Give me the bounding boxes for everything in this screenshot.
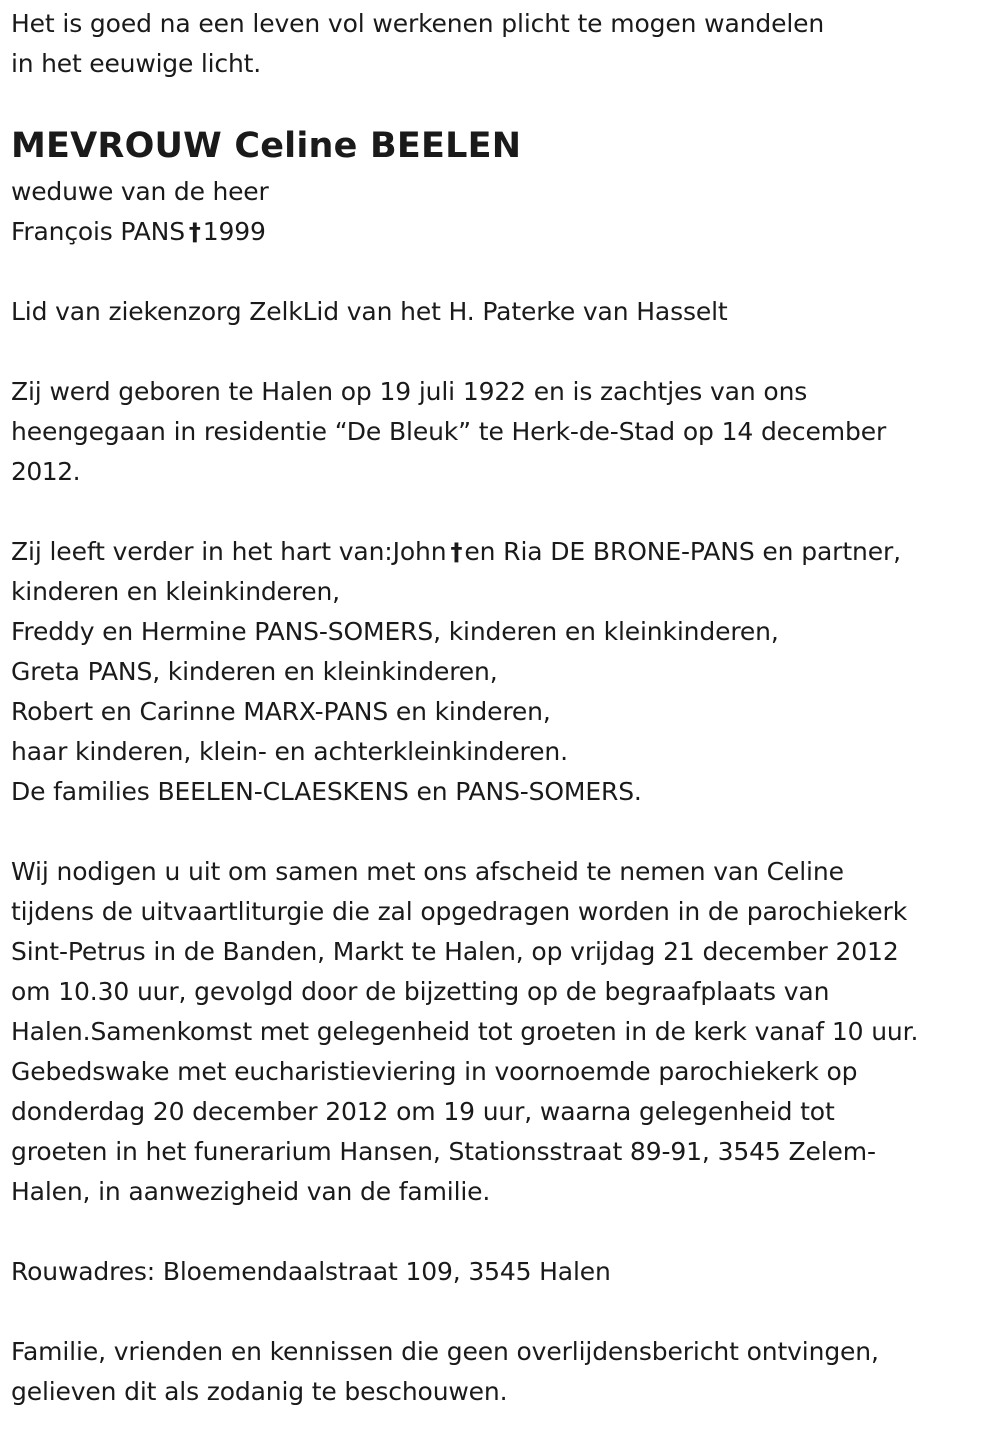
paragraph-line: Halen.Samenkomst met gelegenheid tot groeten in de kerk vanaf 10 uur. [11, 1017, 919, 1046]
paragraph-line: Sint-Petrus in de Banden, Markt te Halen, op vrijdag 21 december 2012 [11, 937, 899, 966]
paragraph-line: Zij werd geboren te Halen op 19 juli 1922 en is zachtjes van ons [11, 377, 808, 406]
spouse-info [11, 172, 988, 252]
paragraph-line: 2012. [11, 457, 81, 486]
paragraph-line: Halen, in aanwezigheid van de familie. [11, 1177, 491, 1206]
paragraph-line: gelieven dit als zodanig te beschouwen. [11, 1377, 508, 1406]
survivors-prefix: Zij leeft verder in het hart van:John [11, 537, 447, 566]
paragraph-line: Familie, vrienden en kennissen die geen overlijdensbericht ontvingen, [11, 1337, 879, 1366]
spouse-name: François PANS [11, 217, 185, 246]
survivors-line: haar kinderen, klein- en achterkleinkinderen. [11, 737, 568, 766]
paragraph-line: donderdag 20 december 2012 om 19 uur, waarna gelegenheid tot [11, 1097, 835, 1126]
mourning-address: Rouwadres: Bloemendaalstraat 109, 3545 Halen [11, 1257, 611, 1286]
survivors-first-line [11, 532, 988, 572]
cross-icon: † [188, 218, 201, 246]
paragraph-line: tijdens de uitvaartliturgie die zal opgedragen worden in de parochiekerk [11, 897, 908, 926]
survivors-line: Greta PANS, kinderen en kleinkinderen, [11, 657, 498, 686]
deceased-name: MEVROUW Celine BEELEN [11, 126, 522, 166]
paragraph-line: heengegaan in residentie “De Bleuk” te Herk-de-Stad op 14 december [11, 417, 887, 446]
paragraph-line: om 10.30 uur, gevolgd door de bijzetting op de begraafplaats van [11, 977, 830, 1006]
membership: Lid van ziekenzorg ZelkLid van het H. Paterke van Hasselt [11, 297, 728, 326]
spouse-line: weduwe van de heer [11, 177, 269, 206]
survivors-paragraph [11, 532, 988, 812]
paragraph-line: Wij nodigen u uit om samen met ons afscheid te nemen van Celine [11, 857, 844, 886]
survivors-line: Freddy en Hermine PANS-SOMERS, kinderen en kleinkinderen, [11, 617, 779, 646]
survivors-line: kinderen en kleinkinderen, [11, 577, 340, 606]
survivors-line: De families BEELEN-CLAESKENS en PANS-SOMERS. [11, 777, 642, 806]
paragraph-line: groeten in het funerarium Hansen, Stationsstraat 89-91, 3545 Zelem- [11, 1137, 876, 1166]
birth-death-paragraph [11, 372, 988, 492]
intro-line: in het eeuwige licht. [11, 49, 261, 78]
cross-icon: † [450, 538, 463, 566]
survivors-line: Robert en Carinne MARX-PANS en kinderen, [11, 697, 551, 726]
spouse-death-year: 1999 [202, 217, 266, 246]
paragraph-line: Gebedswake met eucharistieviering in voornoemde parochiekerk op [11, 1057, 858, 1086]
invitation-paragraph [11, 852, 988, 1212]
intro-line: Het is goed na een leven vol werkenen plicht te mogen wandelen [11, 9, 825, 38]
survivors-suffix: en Ria DE BRONE-PANS en partner, [464, 537, 901, 566]
intro-quote [11, 4, 988, 84]
spouse-name-line [11, 212, 988, 252]
closing-paragraph [11, 1332, 988, 1412]
